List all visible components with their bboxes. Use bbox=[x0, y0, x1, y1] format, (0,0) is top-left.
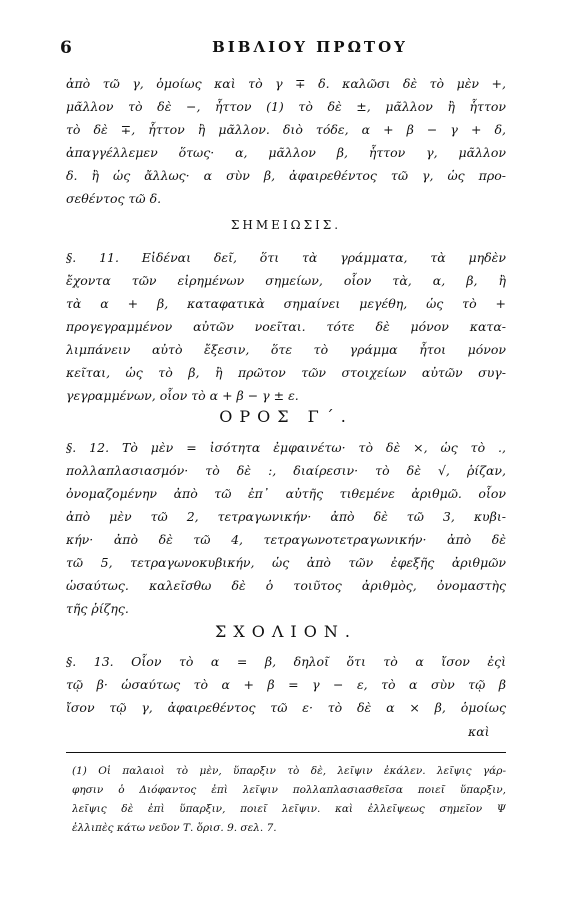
text-line: ὡσαύτως. καλεῖσθω δὲ ὁ τοιῦτος ἀριθμὸς, ὀνομαστὴς bbox=[66, 578, 506, 593]
text-line: §. 12. Τὸ μὲν = ἰσότητα ἐμφαινέτω· τὸ δὲ ×, ὡς τὸ ., bbox=[66, 440, 506, 455]
text-line: ἀπαγγέλλεμεν ὅτως· α, μᾶλλον β, ἧττον γ, μᾶλλον bbox=[66, 145, 506, 160]
text-line: ἴσον τῷ γ, ἀφαιρεθέντος τῶ ε· τὸ δὲ α × β, ὁμοίως bbox=[66, 700, 506, 715]
text-line: τὸ δὲ ∓, ἧττον ἢ μᾶλλον. διὸ τόδε, α + β − γ + δ, bbox=[66, 122, 506, 137]
text-line: τῶ 5, τετραγωνοκυβικήν, ὡς ἀπὸ τῶν ἐφεξῆς ἀριθμῶν bbox=[66, 555, 506, 570]
footnote-line: φησιν ὁ Διόφαντος ἐπὶ λεῖψιν πολλαπλασιασθεῖσα ποιεῖ ὕπαρξιν, bbox=[72, 784, 506, 796]
text-line: σεθέντος τῶ δ. bbox=[66, 191, 162, 206]
text-line: τὰ α + β, καταφατικὰ σημαίνει μεγέθη, ὡς τὸ + bbox=[66, 296, 506, 311]
text-line: προγεγραμμένον αὐτῶν νοεῖται. τότε δὲ μόνον κατα- bbox=[66, 319, 506, 334]
section-heading-semeiosis: ΣΗΜΕΙΩΣΙΣ. bbox=[230, 218, 342, 232]
catchword: καὶ bbox=[468, 724, 490, 739]
text-line: ἔχοντα τῶν εἰρημένων σημείων, οἷον τὰ, α, β, ἢ bbox=[66, 273, 506, 288]
running-title: ΒΙΒΛΙΟΥ ΠΡΩΤΟΥ bbox=[212, 38, 408, 56]
text-line: λιμπάνειν αὐτὸ ἔξεσιν, ὅτε τὸ γράμμα ἦτοι μόνον bbox=[66, 342, 506, 357]
footnote-rule bbox=[66, 752, 506, 753]
text-line: ἀπὸ τῶ γ, ὁμοίως καὶ τὸ γ ∓ δ. καλῶσι δὲ τὸ μὲν +, bbox=[66, 76, 506, 91]
text-line: πολλαπλασιασμόν· τὸ δὲ :, διαίρεσιν· τὸ δὲ √, ῥίζαν, bbox=[66, 463, 506, 478]
intro-paragraph bbox=[66, 72, 506, 210]
paragraph-13 bbox=[66, 650, 506, 719]
text-line: τῆς ῥίζης. bbox=[66, 601, 129, 616]
page-number: 6 bbox=[60, 38, 72, 58]
footnote bbox=[72, 762, 506, 838]
text-line: γεγραμμένων, οἷον τὸ α + β − γ ± ε. bbox=[66, 388, 299, 403]
text-line: κήν· ἀπὸ δὲ τῶ 4, τετραγωνοτετραγωνικήν· ἀπὸ δὲ bbox=[66, 532, 506, 547]
text-line: §. 13. Οἷον τὸ α = β, δηλοῖ ὅτι τὸ α ἴσον ἐςὶ bbox=[66, 654, 506, 669]
page-header bbox=[60, 38, 500, 62]
footnote-line: λεῖψις δὲ ἐπὶ ὕπαρξιν, ποιεῖ λεῖψιν. καὶ ἐλλεῖψεως σημεῖον Ψ bbox=[72, 803, 506, 815]
text-line: κεῖται, ὡς τὸ β, ἢ πρῶτον τῶν στοιχείων αὐτῶν συγ- bbox=[66, 365, 506, 380]
text-line: ἀπὸ μὲν τῶ 2, τετραγωνικήν· ἀπὸ δὲ τῶ 3, κυβι- bbox=[66, 509, 506, 524]
paragraph-12 bbox=[66, 436, 506, 620]
section-heading-scholion: ΣΧΟΛΙΟΝ. bbox=[215, 622, 357, 641]
paragraph-11 bbox=[66, 246, 506, 407]
text-line: ὀνομαζομένην ἀπὸ τῶ ἐπ᾽ αὐτῆς τιθεμένε ἀριθμῶ. οἷον bbox=[66, 486, 506, 501]
text-line: §. 11. Εἰδέναι δεῖ, ὅτι τὰ γράμματα, τὰ μηδὲν bbox=[66, 250, 506, 265]
section-heading-oros: ΟΡΟΣ Γ΄. bbox=[219, 407, 353, 426]
footnote-line: (1) Οἱ παλαιοὶ τὸ μὲν, ὕπαρξιν τὸ δὲ, λεῖψιν ἐκάλεν. λεῖψις γάρ- bbox=[72, 765, 506, 777]
footnote-line: ἐλλιπὲς κάτω νεῦον Τ. ὅρισ. 9. σελ. 7. bbox=[72, 822, 277, 834]
text-line: τῷ β· ὡσαύτως τὸ α + β = γ − ε, τὸ α σὺν τῷ β bbox=[66, 677, 506, 692]
text-line: δ. ἢ ὡς ἄλλως· α σὺν β, ἀφαιρεθέντος τῶ γ, ὡς προ- bbox=[66, 168, 506, 183]
text-line: μᾶλλον τὸ δὲ −, ἧττον (1) τὸ δὲ ±, μᾶλλον ἢ ἧττον bbox=[66, 99, 506, 114]
